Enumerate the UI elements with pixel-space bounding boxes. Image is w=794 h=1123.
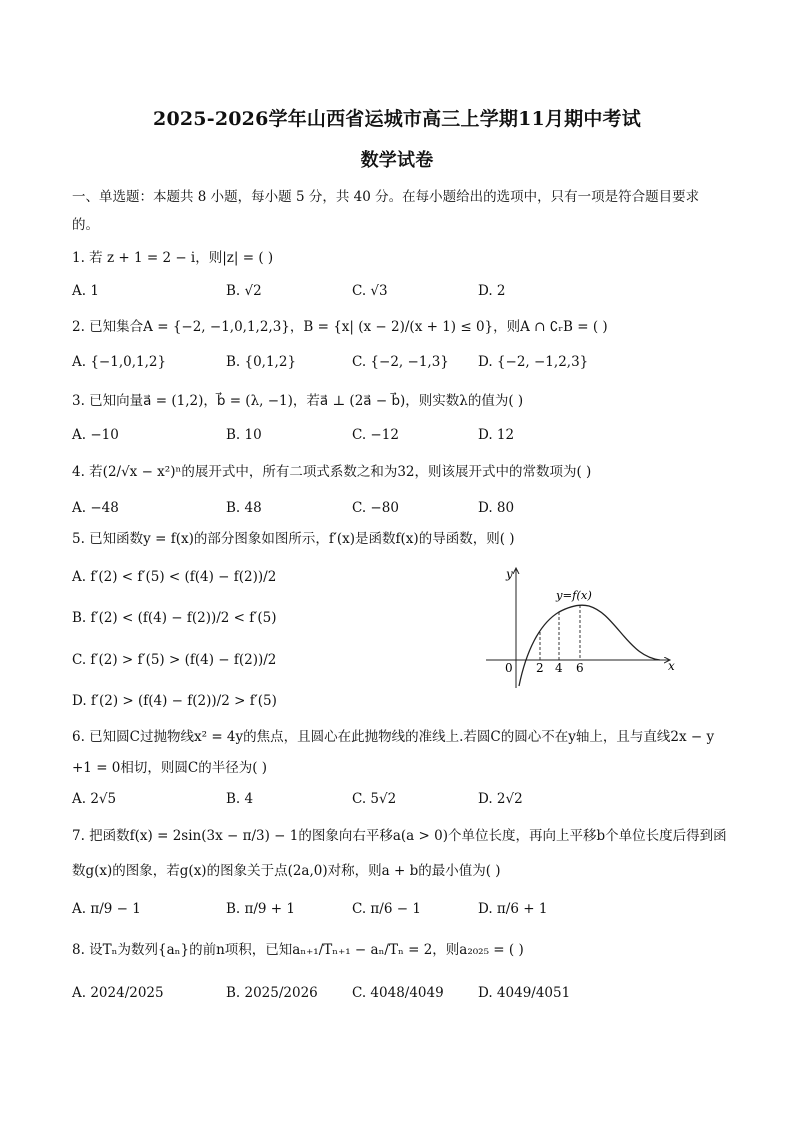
y-axis-label: y [506, 567, 513, 581]
question-1-option-a: A. 1 [72, 283, 99, 299]
exam-title: 2025-2026学年山西省运城市高三上学期11月期中考试 [153, 108, 641, 130]
question-7-option-b: B. π/9 + 1 [226, 901, 295, 917]
section-heading-line2: 的。 [72, 217, 99, 233]
question-8-option-d: D. 4049/4051 [478, 985, 571, 1001]
exam-subtitle: 数学试卷 [360, 150, 434, 171]
question-3-option-d: D. 12 [478, 427, 515, 443]
question-4-option-c: C. −80 [352, 500, 399, 516]
question-2-option-d: D. {−2, −1,2,3} [478, 354, 589, 370]
question-3-option-c: C. −12 [352, 427, 399, 443]
question-1-option-c: C. √3 [352, 283, 388, 299]
question-4-stem: 4. 若(2/√x − x²)ⁿ的展开式中，所有二项式系数之和为32，则该展开式中的常数项为( ) [72, 464, 592, 480]
question-6-option-c: C. 5√2 [352, 791, 397, 807]
question-7-option-d: D. π/6 + 1 [478, 901, 548, 917]
tick-label-2: 2 [536, 661, 544, 675]
tick-label-6: 6 [576, 661, 584, 675]
question-2-option-c: C. {−2, −1,3} [352, 354, 449, 370]
question-8-stem: 8. 设Tₙ为数列{aₙ}的前n项积，已知aₙ₊₁/Tₙ₊₁ − aₙ/Tₙ = 2，则a₂₀₂₅ = ( ) [72, 942, 524, 958]
question-6-option-a: A. 2√5 [72, 791, 117, 807]
question-5-option-a: A. f′(2) < f′(5) < (f(4) − f(2))/2 [72, 569, 277, 585]
question-8-option-a: A. 2024/2025 [72, 985, 164, 1001]
question-6-stem-line2: +1 = 0相切，则圆C的半径为( ) [72, 760, 268, 776]
question-1-stem: 1. 若 z + 1 = 2 − i，则|z| = ( ) [72, 250, 274, 266]
question-7-option-c: C. π/6 − 1 [352, 901, 421, 917]
question-2-stem: 2. 已知集合A = {−2, −1,0,1,2,3}，B = {x| (x − 2)/(x + 1) ≤ 0}，则A ∩ ∁ᵣB = ( ) [72, 319, 608, 335]
function-graph [484, 562, 680, 690]
question-5-option-c: C. f′(2) > f′(5) > (f(4) − f(2))/2 [72, 652, 277, 668]
question-4-option-b: B. 48 [226, 500, 262, 516]
tick-label-4: 4 [555, 661, 563, 675]
question-3-option-b: B. 10 [226, 427, 262, 443]
question-5-stem: 5. 已知函数y = f(x)的部分图象如图所示，f′(x)是函数f(x)的导函数，则( ) [72, 531, 515, 547]
question-3-option-a: A. −10 [72, 427, 119, 443]
question-3-stem: 3. 已知向量a⃗ = (1,2)，b⃗ = (λ, −1)，若a⃗ ⊥ (2a⃗ − b⃗)，则实数λ的值为( ) [72, 393, 524, 409]
question-8-option-b: B. 2025/2026 [226, 985, 318, 1001]
question-5-option-d: D. f′(2) > (f(4) − f(2))/2 > f′(5) [72, 693, 277, 709]
question-8-option-c: C. 4048/4049 [352, 985, 444, 1001]
question-4-option-d: D. 80 [478, 500, 515, 516]
x-axis-label: x [668, 659, 675, 673]
origin-label: 0 [505, 661, 513, 675]
question-5-option-b: B. f′(2) < (f(4) − f(2))/2 < f′(5) [72, 610, 277, 626]
question-2-option-b: B. {0,1,2} [226, 354, 297, 370]
question-4-option-a: A. −48 [72, 500, 119, 516]
question-2-option-a: A. {−1,0,1,2} [72, 354, 167, 370]
section-heading-line1: 一、单选题：本题共 8 小题，每小题 5 分，共 40 分。在每小题给出的选项中，只有一项是符合题目要求 [72, 189, 700, 205]
curve-label: y=f(x) [556, 588, 592, 602]
question-7-stem-line1: 7. 把函数f(x) = 2sin(3x − π/3) − 1的图象向右平移a(a > 0)个单位长度，再向上平移b个单位长度后得到函 [72, 828, 727, 844]
question-1-option-b: B. √2 [226, 283, 262, 299]
question-1-option-d: D. 2 [478, 283, 506, 299]
question-6-option-d: D. 2√2 [478, 791, 523, 807]
question-6-option-b: B. 4 [226, 791, 254, 807]
question-6-stem-line1: 6. 已知圆C过抛物线x² = 4y的焦点，且圆心在此抛物线的准线上.若圆C的圆心不在y轴上，且与直线2x − y [72, 729, 715, 745]
question-7-stem-line2: 数g(x)的图象，若g(x)的图象关于点(2a,0)对称，则a + b的最小值为( ) [72, 863, 501, 879]
question-7-option-a: A. π/9 − 1 [72, 901, 141, 917]
